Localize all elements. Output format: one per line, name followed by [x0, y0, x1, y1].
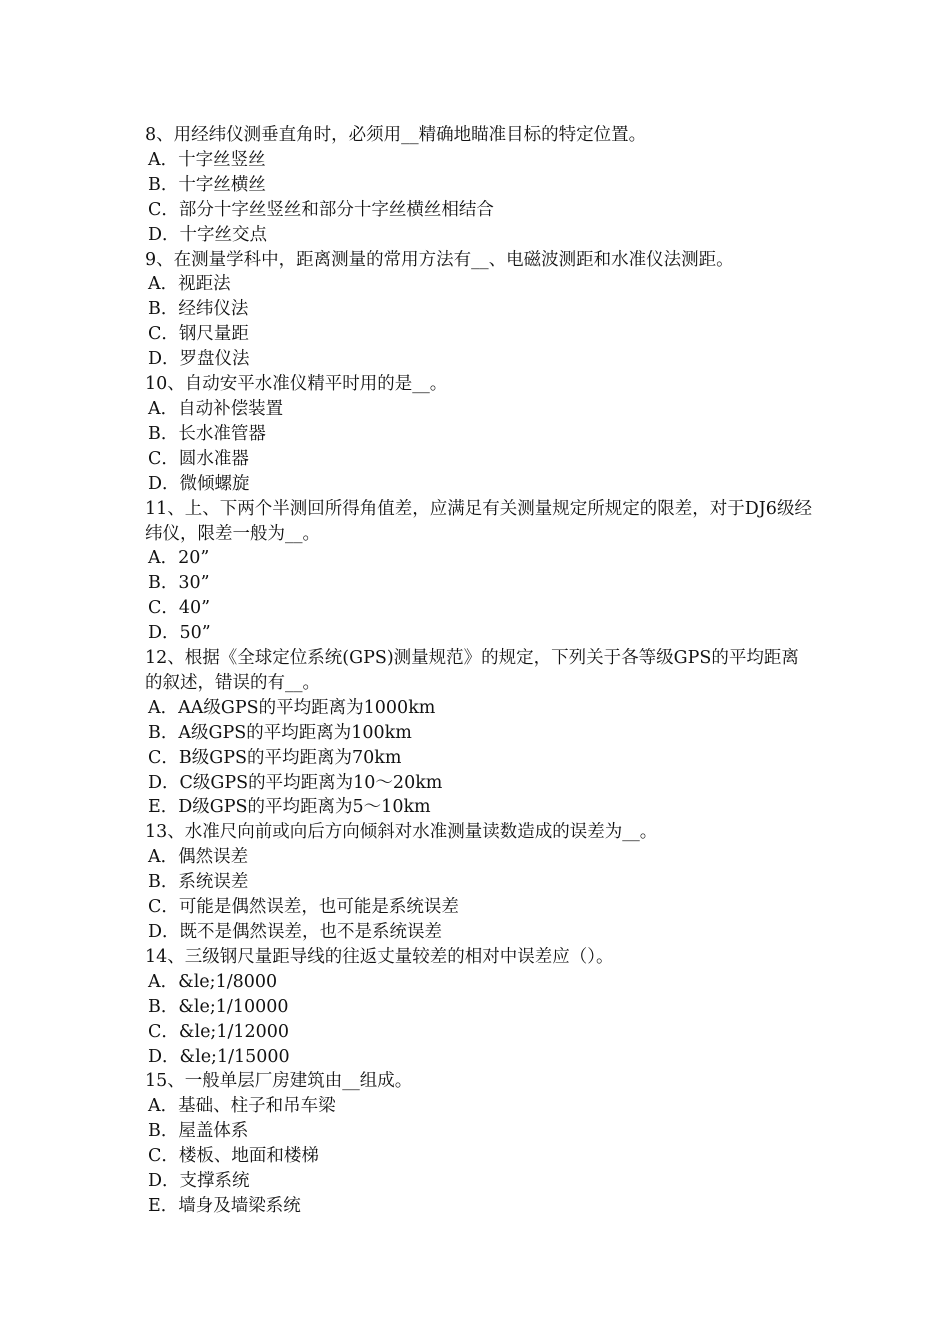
option-d: D．罗盘仪法: [148, 349, 250, 370]
option-c: C．可能是偶然误差，也可能是系统误差: [148, 897, 459, 918]
option-a: A．基础、柱子和吊车梁: [148, 1096, 336, 1117]
option-d: D．C级GPS的平均距离为10～20km: [148, 772, 443, 793]
option-a: A．视距法: [148, 274, 231, 295]
question-text: 15、一般单层厂房建筑由__组成。: [145, 1071, 413, 1092]
option-b: B．系统误差: [148, 872, 249, 893]
option-b: B．屋盖体系: [148, 1121, 249, 1142]
question-text: 9、在测量学科中，距离测量的常用方法有__、电磁波测距和水准仪法测距。: [145, 249, 734, 270]
option-a: A．自动补偿装置: [148, 398, 284, 419]
question-text: 8、用经纬仪测垂直角时，必须用__精确地瞄准目标的特定位置。: [145, 125, 647, 145]
question-13: [145, 820, 813, 945]
question-text: 13、水准尺向前或向后方向倾斜对水准测量读数造成的误差为__。: [145, 822, 658, 843]
option-c: C．&le;1/12000: [148, 1021, 290, 1042]
option-c: C．楼板、地面和楼梯: [148, 1146, 319, 1167]
option-a: A．十字丝竖丝: [148, 149, 266, 170]
option-c: C．钢尺量距: [148, 324, 249, 345]
question-text: 14、三级钢尺量距导线的往返丈量较差的相对中误差应（）。: [145, 946, 614, 967]
question-text: 11、上、下两个半测回所得角值差，应满足有关测量规定所规定的限差，对于DJ6级经纬仪，限差一般为__。: [145, 498, 812, 544]
question-text: 12、根据《全球定位系统(GPS)测量规范》的规定，下列关于各等级GPS的平均距离的叙述，错误的有__。: [145, 648, 799, 693]
option-c: C．40”: [148, 598, 211, 619]
option-b: B．十字丝横丝: [148, 174, 266, 195]
option-a: A．&le;1/8000: [148, 971, 278, 992]
question-15: [145, 1069, 813, 1218]
option-e: E．墙身及墙梁系统: [148, 1195, 301, 1216]
option-d: D．支撑系统: [148, 1171, 250, 1192]
question-14: [145, 945, 813, 1070]
option-b: B．&le;1/10000: [148, 996, 289, 1017]
option-b: B．长水准管器: [148, 423, 266, 444]
option-d: D．既不是偶然误差，也不是系统误差: [148, 922, 443, 942]
document-page: [145, 123, 813, 1219]
question-11: [145, 497, 813, 646]
question-8: [145, 123, 813, 248]
option-a: A．偶然误差: [148, 847, 249, 868]
option-d: D．50”: [148, 623, 211, 644]
option-c: C．部分十字丝竖丝和部分十字丝横丝相结合: [148, 199, 494, 220]
option-c: C．B级GPS的平均距离为70km: [148, 747, 402, 768]
question-10: [145, 372, 813, 497]
option-c: C．圆水准器: [148, 448, 249, 469]
option-e: E．D级GPS的平均距离为5～10km: [148, 797, 431, 818]
option-b: B．A级GPS的平均距离为100km: [148, 722, 412, 743]
option-d: D．十字丝交点: [148, 224, 268, 245]
question-9: [145, 248, 813, 373]
option-a: A．AA级GPS的平均距离为1000km: [148, 697, 436, 718]
question-12: [145, 646, 813, 820]
option-a: A．20”: [148, 548, 210, 569]
option-d: D．微倾螺旋: [148, 473, 250, 494]
option-b: B．30”: [148, 573, 210, 594]
option-b: B．经纬仪法: [148, 299, 249, 320]
option-d: D．&le;1/15000: [148, 1046, 290, 1067]
question-text: 10、自动安平水准仪精平时用的是__。: [145, 374, 448, 395]
